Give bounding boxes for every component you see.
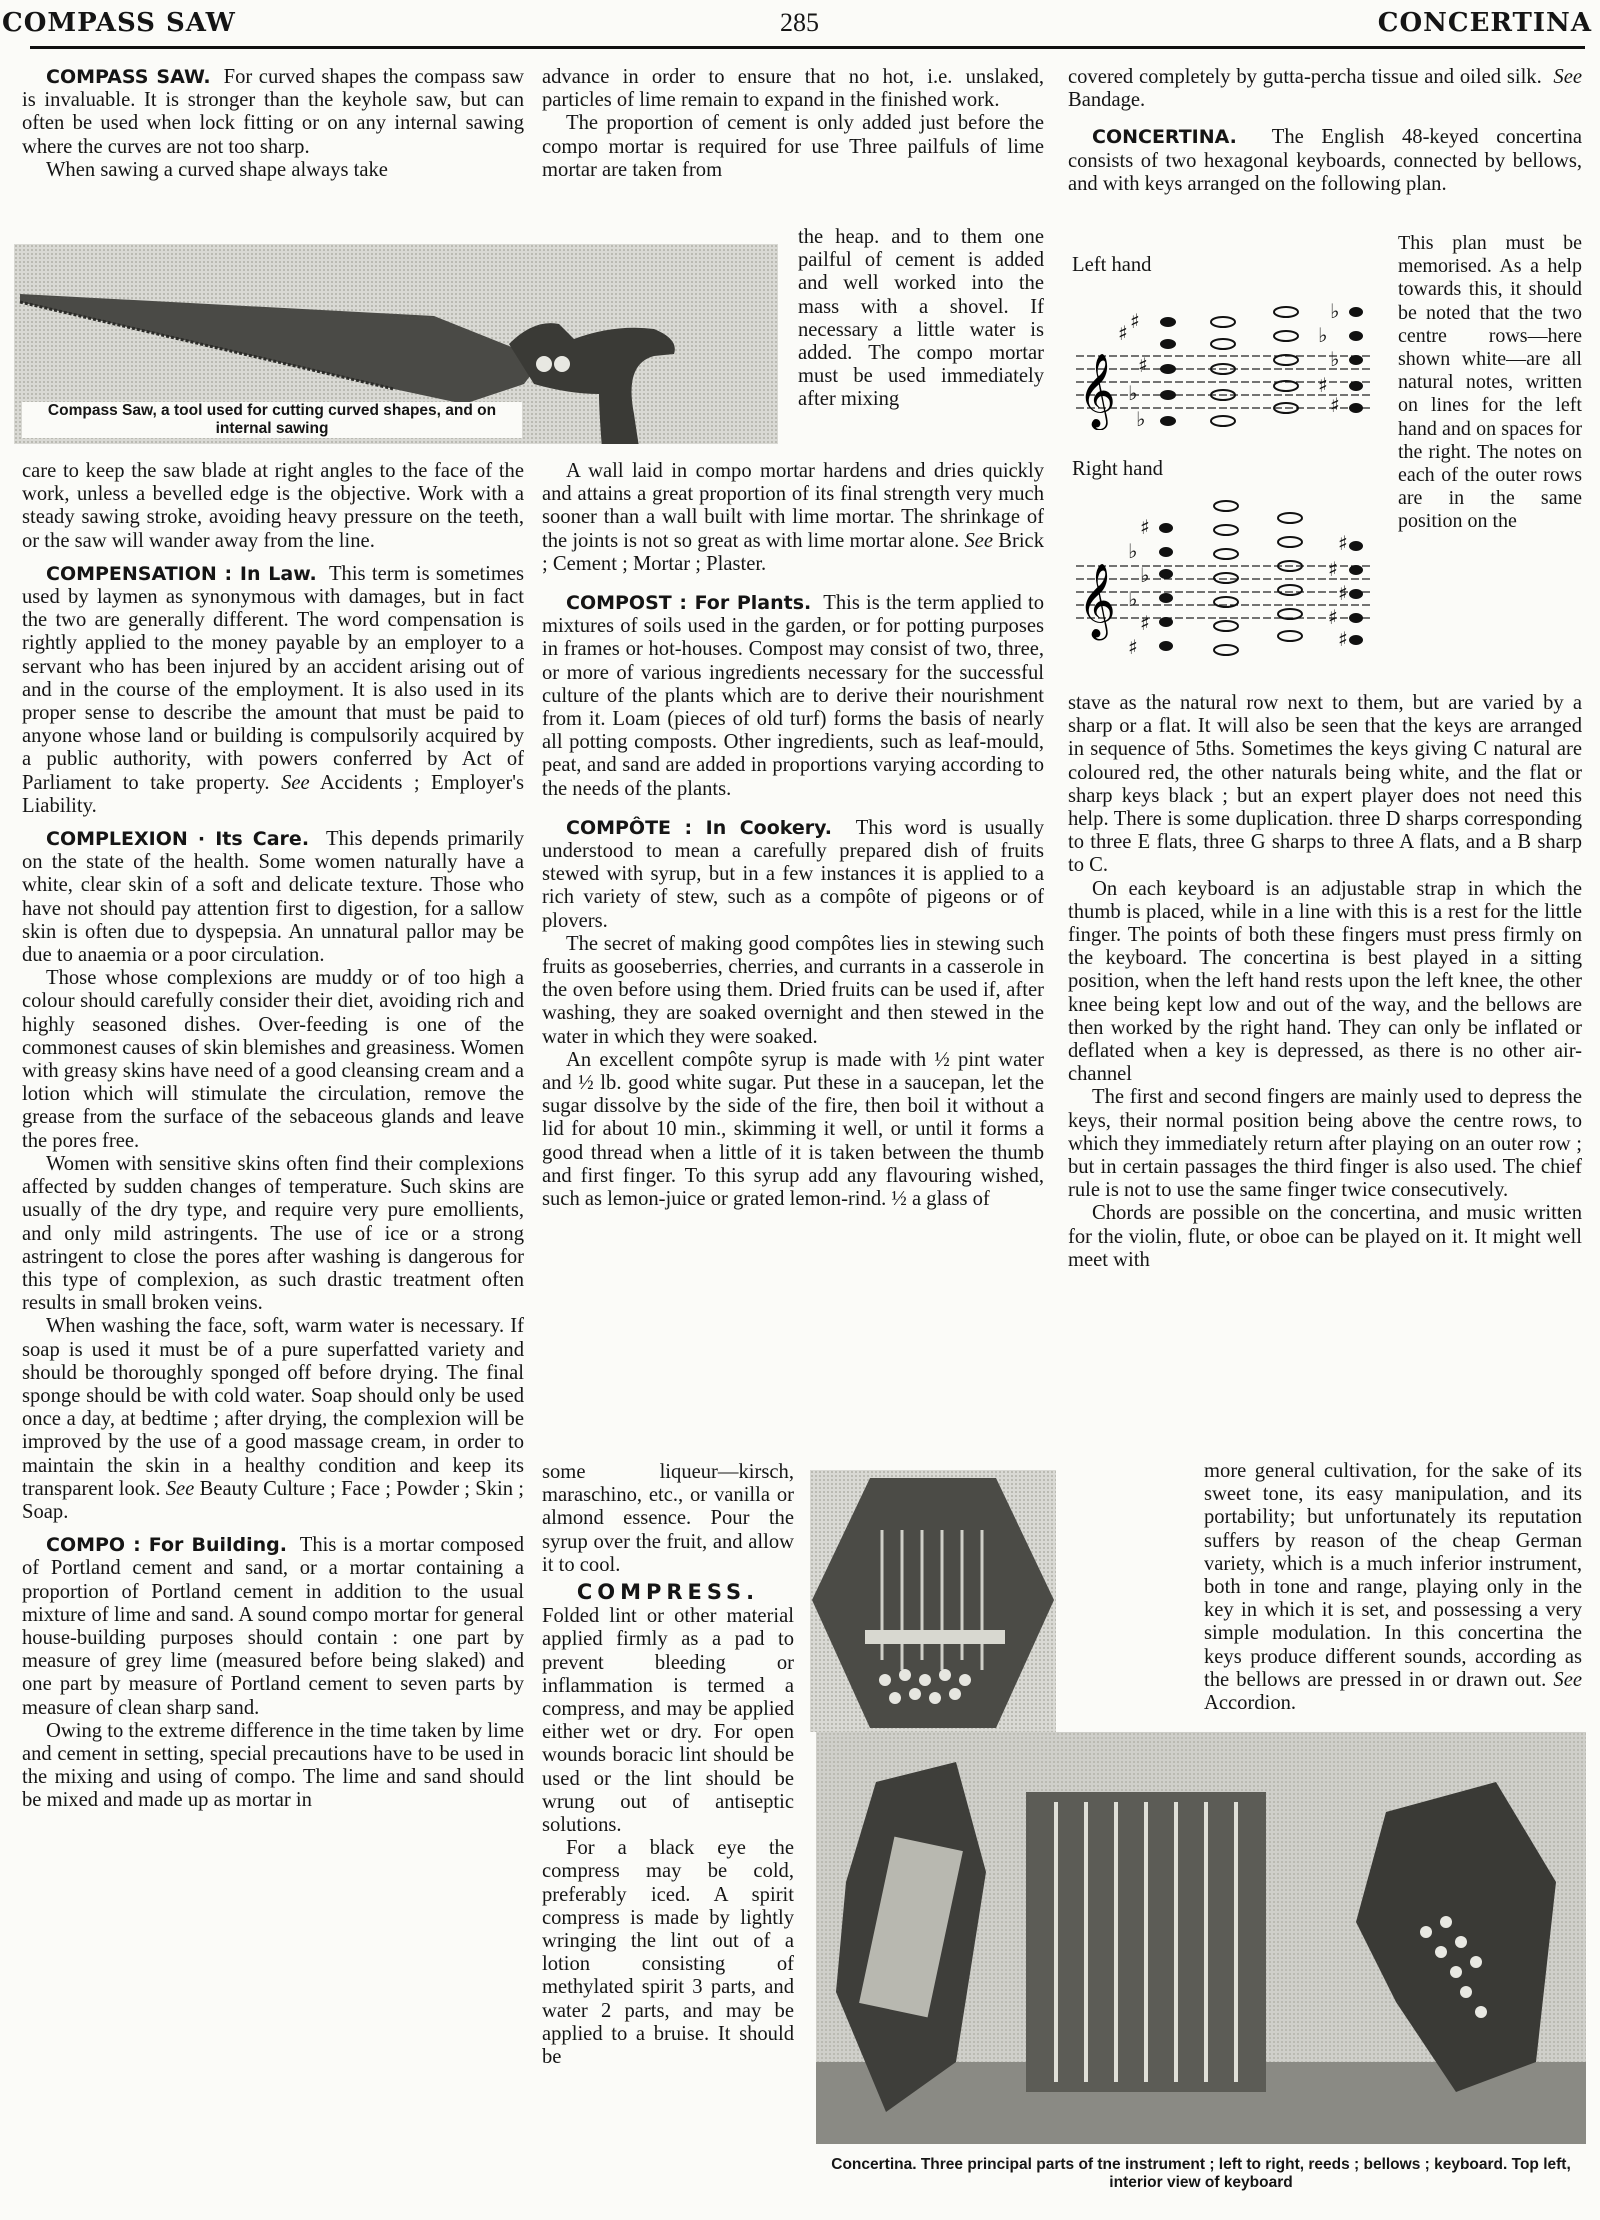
entry-text: covered completely by gutta-percha tissue and oiled silk.	[1068, 66, 1542, 88]
entry-text: This is a mortar composed of Portland cement and sand, or a mortar containing a proportion of Portland cement in addition to the usual mixture of lime and sand. A sound compo mortar for general house-building purposes should contain : one part by measure of grey lime (measured before being slaked) and one part by measure of Portland cement to seven parts by measure of clean sharp sand.	[22, 1534, 524, 1719]
paragraph: Owing to the extreme difference in the time taken by lime and cement in setting, special precautions have to be used in the mixing and using of compo. The lime and sand should be mixed and made up as mortar in	[22, 1719, 524, 1812]
headword-compote: COMPÔTE : In Cookery.	[566, 816, 833, 839]
cross-reference[interactable]: Beauty Culture ; Face ; Powder ; Skin ; Soap.	[22, 1477, 524, 1523]
entry-text: This term is sometimes used by laymen as synonymous with damages, but in fact the two are generally different. The word compensation is rightly applied to the money payable by an employer to a servant who has been injured by an accident arising out of and in the course of the employment. It is also used in its proper sense to describe the amount that must be paid to anyone whose land or building is compulsorily acquired by a public authority, with powers conferred by Act of Parliament to take property.	[22, 562, 524, 794]
svg-text:♯: ♯	[1130, 309, 1140, 333]
header-left-guideword: COMPASS SAW	[2, 8, 236, 38]
svg-text:♯: ♯	[1140, 611, 1150, 635]
headword-compost: COMPOST : For Plants.	[566, 592, 812, 615]
see-label: See	[1553, 66, 1582, 88]
svg-text:♭: ♭	[1128, 587, 1138, 611]
treble-clef-icon: 𝄞	[1078, 564, 1116, 638]
svg-text:♯: ♯	[1330, 393, 1340, 417]
column-3-top	[1068, 66, 1582, 196]
paragraph: When sawing a curved shape always take	[46, 158, 388, 181]
column-2-top	[542, 66, 1044, 182]
headword-text: COMPRESS.	[576, 1580, 760, 1605]
see-label: See	[1553, 1668, 1582, 1691]
paragraph	[22, 1315, 524, 1524]
svg-text:♯: ♯	[1140, 515, 1150, 539]
paragraph: This plan must be memorised. As a help towards this, it should be noted that the two centre rows—here shown white—are all natural notes, written on lines for the left hand and on spaces for the right. The notes on each of the outer rows are in the same position on the	[1398, 232, 1582, 533]
treble-clef-icon: 𝄞	[1078, 354, 1116, 428]
paragraph: The proportion of cement is only added just before the compo mortar is required for use Three pailfuls of lime mortar are taken from	[542, 112, 1044, 181]
entry-concertina	[1068, 126, 1582, 196]
entry-text: This is the term applied to mixtures of soils used in the garden, or for potting purposes in frames or hot-houses. Compost may consist of two, three, or more of various ingredients necessary for the successful culture of the plants which are to derive their nourishment from it. Loam (pieces of old turf) forms the basis of nearly all potting composts. Other ingredients, such as leaf-mould, peat, and sand are added in proportions varying according to the needs of the plants.	[542, 592, 1044, 800]
paragraph: Folded lint or other material applied firmly as a pad to prevent bleeding or inflammation is termed a compress, and may be applied either wet or dry. For open wounds boracic lint should be used or the lint should be wrung out of antiseptic solutions.	[542, 1605, 794, 1837]
concertina-parts-illustration	[816, 1732, 1586, 2144]
entry-text: more general cultivation, for the sake of its sweet tone, its easy manipulation, and its portability; but unfortunately its reputation suffers by reason of the cheap German variety, which is a much inferior instrument, both in tone and range, playing only in the key in which it is set, and possessing a very simple modulation. In this concertina the keys produce different sounds, according as the bellows are pressed in or drawn out.	[1204, 1460, 1582, 1691]
svg-text:♭: ♭	[1140, 563, 1150, 587]
entry-text: This depends primarily on the state of the health. Some women naturally have a white, clear skin of a soft and delicate texture. Those who have not should pay attention first to digestion, for a sallow skin is often due to dyspepsia. An unnatural pallor may be due to anaemia or a poor circulation.	[22, 828, 524, 967]
svg-text:♯: ♯	[1128, 635, 1138, 659]
concertina-parts-photo	[816, 1732, 1586, 2144]
column-2-narrow	[542, 1461, 794, 2069]
headword-complexion: COMPLEXION · Its Care.	[46, 828, 310, 851]
cross-reference[interactable]: Accidents ; Employer's Liability.	[22, 771, 524, 817]
header-right-guideword: CONCERTINA	[1377, 8, 1592, 38]
svg-text:♯: ♯	[1328, 557, 1338, 581]
entry-compote	[542, 817, 1044, 933]
paragraph: Chords are possible on the concertina, and music written for the violin, flute, or oboe can be played on it. It might well meet with	[1068, 1202, 1582, 1271]
svg-text:♭: ♭	[1318, 323, 1328, 347]
entry-text: The English 48-keyed concertina consists of two hexagonal keyboards, connected by bellows, and with keys arranged on the following plan.	[1068, 126, 1582, 195]
paragraph: care to keep the saw blade at right angles to the face of the work, unless a bevelled edge is the objective. Work with a steady sawing stroke, avoiding heavy pressure on the teeth, or the saw will wander away from the line.	[22, 460, 524, 552]
svg-text:♯: ♯	[1338, 627, 1348, 651]
paragraph: The secret of making good compôtes lies in stewing such fruits as gooseberries, cherries, and currants in a casserole in the oven before using them. Dried fruits can be used if, after washing, they are soaked overnight and then stewed in the water in which they were soaked.	[542, 932, 1044, 1048]
paragraph: On each keyboard is an adjustable strap in which the thumb is placed, while in a line with this is a rest for the little finger. The points of both these fingers must press firmly on the keyboard. The concertina is best played in a sitting position, when the left hand rests upon the left knee, the other knee being kept low and out of the way, and the bellows are then worked by the right hand. They can only be inflated or deflated when a key is depressed, as there is no other air-channel	[1068, 877, 1582, 1086]
page-number: 285	[780, 8, 819, 37]
svg-text:♭: ♭	[1128, 381, 1138, 405]
left-outer-notes	[1160, 317, 1176, 430]
paragraph: some liqueur—kirsch, maraschino, etc., or vanilla or almond essence. Pour the syrup over the fruit, and allow it to cool.	[542, 1461, 794, 1576]
entry-text: When washing the face, soft, warm water is necessary. If soap is used it must be of a pure superfatted variety and should be thoroughly sponged off before drying. The final sponge should be with cold water. Soap should only be used once a day, at bedtime ; after drying, the complexion will be improved by the use of a good massage cream, in order to maintain the skin in a healthy condition and keep its transparent look.	[22, 1315, 524, 1500]
svg-text:♯: ♯	[1318, 373, 1328, 397]
headword-concertina: CONCERTINA.	[1092, 126, 1237, 149]
cross-reference[interactable]: Accordion.	[1204, 1692, 1297, 1715]
see-label: See	[165, 1477, 195, 1500]
keyboard-part	[1356, 1782, 1556, 2092]
left-hand-key-plan	[1068, 280, 1378, 430]
right-hand-key-plan	[1068, 486, 1378, 666]
concertina-keyboard-illustration	[810, 1470, 1056, 1732]
left-hand-label: Left hand	[1072, 254, 1152, 276]
entry-compass-saw	[22, 66, 524, 159]
running-header	[0, 8, 1600, 48]
paragraph	[1204, 1460, 1582, 1715]
see-label: See	[964, 529, 994, 552]
paragraph: advance in order to ensure that no hot, i.e. unslaked, particles of lime remain to expand in the finished work.	[542, 66, 1044, 112]
paragraph: An excellent compôte syrup is made with ½ pint water and ½ lb. good white sugar. Put these in a saucepan, let the sugar dissolve by the side of the fire, then boil it without a lid for about 10 min., skimming it well, or until it forms a good thread when a little of it is taken between the thumb and first finger. To this syrup add any flavouring wished, such as lemon-juice or grated lemon-rind. ½ a glass of	[542, 1048, 1044, 1211]
svg-text:♯: ♯	[1138, 353, 1148, 377]
column-3-main	[1068, 692, 1582, 1272]
entry-text: This word is usually understood to mean a carefully prepared dish of fruits stewed with syrup, but in a few instances it is applied to a rich variety of stew, such as a compôte of pigeons or of plovers.	[542, 816, 1044, 932]
headword-compensation: COMPENSATION : In Law.	[46, 562, 317, 585]
paragraph: stave as the natural row next to them, but are varied by a sharp or a flat. It will also be seen that the keys are arranged in sequence of 5ths. Sometimes the keys giving C natural are coloured red, the other naturals being white, and the flat or sharp keys black ; but an expert player does not need this help. There is some duplication. three D sharps corresponding to three E flats, three G sharps to three A flats, and a B sharp to C.	[1068, 692, 1582, 877]
paragraph	[1068, 66, 1582, 112]
paragraph: The first and second fingers are mainly used to depress the keys, their normal position being above the centre rows, to which they immediately return after playing on an outer row ; but in certain passages the third finger is also used. The chief rule is not to use the same finger twice consecutively.	[1068, 1086, 1582, 1202]
paragraph	[542, 460, 1044, 576]
svg-text:♭: ♭	[1136, 407, 1146, 430]
column-1-top	[22, 66, 524, 182]
compass-saw-caption: Compass Saw, a tool used for cutting curved shapes, and on internal sawing	[22, 402, 522, 438]
svg-text:♭: ♭	[1330, 347, 1340, 371]
svg-text:♭: ♭	[1330, 299, 1340, 323]
entry-compensation	[22, 563, 524, 818]
column-3-narrow-beside-music	[1398, 232, 1582, 534]
cross-reference[interactable]: Bandage.	[1068, 89, 1146, 112]
right-hand-label: Right hand	[1072, 458, 1163, 480]
concertina-interior-photo	[810, 1470, 1056, 1732]
entry-compo	[22, 1534, 524, 1720]
paragraph: the heap. and to them one pailful of cement is added and well worked into the mass with a shovel. If necessary a little water is added. The compo mortar must be used immediately after mixing	[798, 226, 1044, 411]
paragraph: For a black eye the compress may be cold, preferably iced. A spirit compress is made by lightly wringing the lint out of a lotion consisting of methylated spirit 3 parts, and water 2 parts, and may be applied to a bruise. It should be	[542, 1837, 794, 2069]
entry-text: For curved shapes the compass saw is invaluable. It is stronger than the keyhole saw, but can often be used when lock fitting or on any internal sawing where the curves are not too sharp.	[22, 66, 524, 158]
column-3-narrow-beside-photo	[1204, 1460, 1582, 1715]
headword-compo: COMPO : For Building.	[46, 1534, 287, 1557]
concertina-caption: Concertina. Three principal parts of tne instrument ; left to right, reeds ; bellows ; keyboard. Top left, interior view of keyboard	[831, 2156, 1571, 2191]
headword-compass-saw: COMPASS SAW.	[46, 66, 211, 88]
see-label: See	[281, 771, 310, 794]
cross-reference[interactable]: Brick ; Cement ; Mortar ; Plaster.	[542, 529, 1044, 575]
headword-compress	[542, 1581, 794, 1605]
column-1-main	[22, 460, 524, 1813]
entry-complexion	[22, 828, 524, 967]
column-2-main	[542, 460, 1044, 1211]
svg-text:♭: ♭	[1128, 539, 1138, 563]
column-2-narrow-beside-saw	[798, 226, 1044, 412]
paragraph: Those whose complexions are muddy or of too high a colour should carefully consider their diet, avoiding rich and highly seasoned dishes. Over-feeding is one of the commonest causes of skin blemishes and greasiness. Women with greasy skins have need of a good cleansing cream and a lotion which will stimulate the circulation, remove the grease from the surface of the sebaceous glands and leave the pores free.	[22, 967, 524, 1152]
header-rule	[30, 46, 1585, 49]
svg-text:♯: ♯	[1338, 531, 1348, 555]
svg-text:♯: ♯	[1118, 321, 1128, 345]
svg-text:♯: ♯	[1338, 581, 1348, 605]
entry-compost	[542, 592, 1044, 801]
entry-text: A wall laid in compo mortar hardens and dries quickly and attains a great proportion of its final strength very much sooner than a wall built with lime mortar. The shrinkage of the joints is not so great as with lime mortar alone.	[542, 460, 1044, 552]
paragraph: Women with sensitive skins often find their complexions affected by sudden changes of temperature. Such skins are usually of the dry type, and require very pure emollients, and only mild astringents. The use of ice or a strong astringent to close the pores after washing is dangerous for this type of complexion, as such drastic treatment often results in small broken veins.	[22, 1152, 524, 1315]
svg-text:♯: ♯	[1328, 605, 1338, 629]
